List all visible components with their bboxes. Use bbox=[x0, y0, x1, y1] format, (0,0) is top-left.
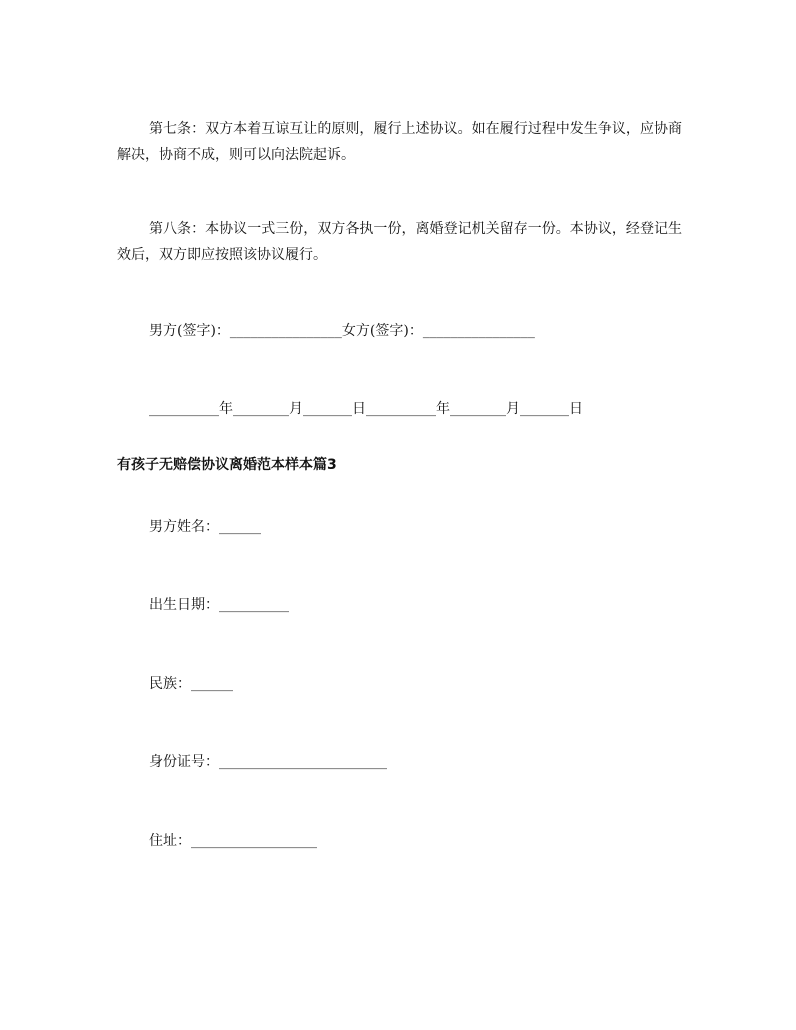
signature-line: 男方(签字)：________________女方(签字)：________________ bbox=[149, 323, 535, 339]
ethnicity-field: 民族：______ bbox=[149, 676, 233, 692]
date-line: __________年________月_______日__________年________月_______日 bbox=[149, 401, 583, 417]
article-7-paragraph: 第七条：双方本着互谅互让的原则，履行上述协议。如在履行过程中发生争议，应协商解决，协商不成，则可以向法院起诉。 bbox=[117, 121, 682, 163]
id-number-field: 身份证号：________________________ bbox=[149, 754, 387, 770]
male-name-field: 男方姓名：______ bbox=[149, 519, 261, 535]
address-field: 住址：__________________ bbox=[149, 833, 317, 849]
article-8-paragraph: 第八条：本协议一式三份，双方各执一份，离婚登记机关留存一份。本协议，经登记生效后，双方即应按照该协议履行。 bbox=[117, 221, 682, 263]
section-heading: 有孩子无赔偿协议离婚范本样本篇3 bbox=[117, 457, 337, 473]
birth-date-field: 出生日期：__________ bbox=[149, 597, 289, 613]
